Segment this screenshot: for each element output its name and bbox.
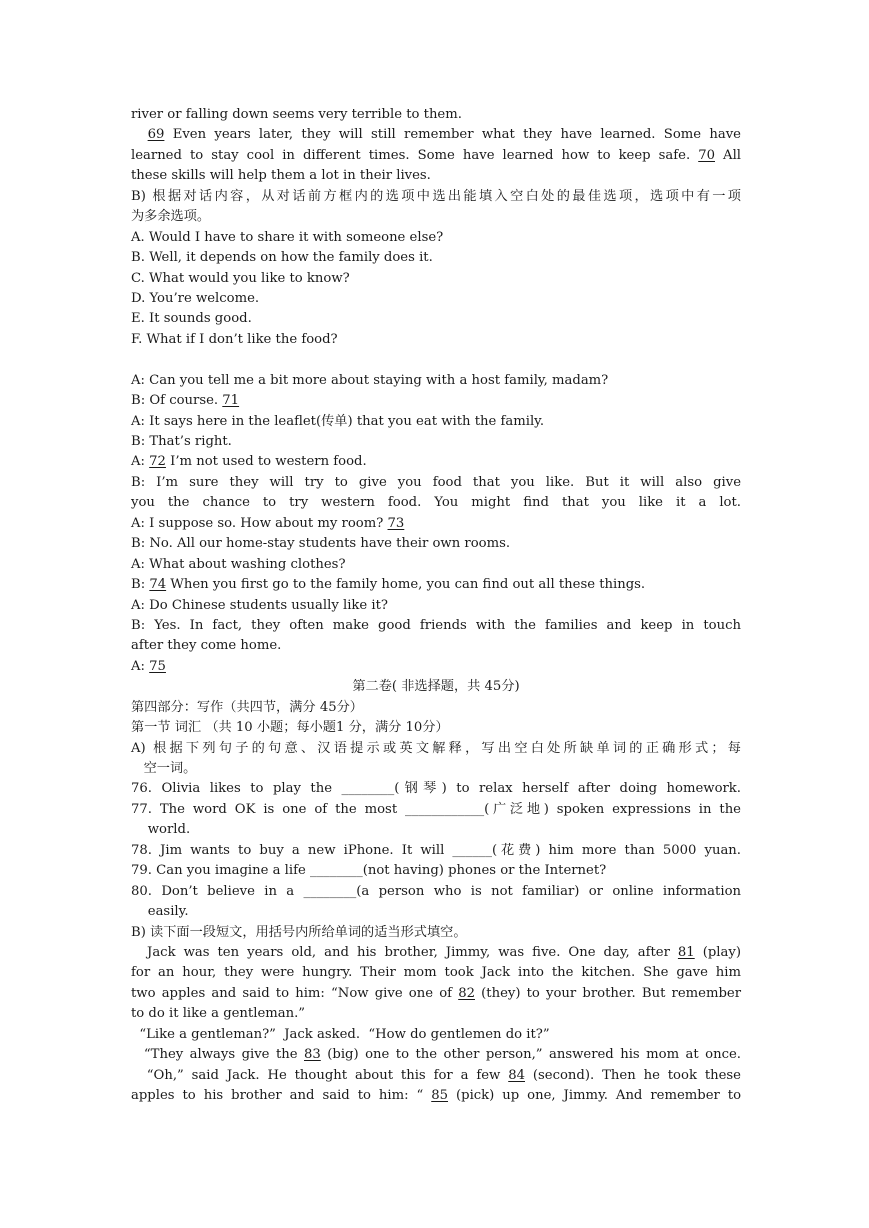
document-page xyxy=(131,105,741,1106)
text-line: D. You’re welcome. xyxy=(131,290,260,306)
blank-number: 70 xyxy=(698,147,715,163)
text-line: to do it like a gentleman.” xyxy=(131,1006,306,1022)
text-line: B) 根据对话内容，从对话前方框内的选项中选出能填入空白处的最佳选项，选项中有一项 xyxy=(131,188,741,204)
blank-number: 82 xyxy=(458,985,475,1001)
text-line: these skills will help them a lot in their lives. xyxy=(131,168,431,184)
text-line: C. What would you like to know? xyxy=(131,270,350,286)
text-line: B: 74 When you first go to the family home, you can find out all these things. xyxy=(131,577,646,593)
blank-number: 84 xyxy=(508,1067,525,1083)
blank-number: 73 xyxy=(387,515,405,531)
blank-number: 71 xyxy=(222,393,240,409)
text-line: 77. The word OK is one of the most ____________(广泛地) spoken expressions in the xyxy=(131,801,741,817)
text-line: E. It sounds good. xyxy=(131,311,252,327)
text-line: 79. Can you imagine a life ________(not having) phones or the Internet? xyxy=(131,863,607,879)
text-line: B. Well, it depends on how the family does it. xyxy=(131,250,433,266)
text-line: 80. Don’t believe in a ________(a person who is not familiar) or online information xyxy=(131,883,741,899)
blank-number: 75 xyxy=(149,658,166,674)
text-line: B: No. All our home-stay students have their own rooms. xyxy=(131,536,511,552)
blank-number: 81 xyxy=(677,944,695,960)
text-line: 第二卷( 非选择题，共 45分) xyxy=(352,679,520,695)
text-line: for an hour, they were hungry. Their mom took Jack into the kitchen. She gave him xyxy=(131,965,741,981)
text-line: B) 读下面一段短文，用括号内所给单词的适当形式填空。 xyxy=(131,924,467,940)
blank-number: 85 xyxy=(431,1088,449,1103)
blank-number: 74 xyxy=(149,577,167,593)
text-line: 第一节 词汇 （共 10 小题；每小题1 分，满分 10分） xyxy=(131,720,449,736)
text-line: A: It says here in the leaflet(传单) that you eat with the family. xyxy=(131,413,545,429)
text-line: 69 Even years later, they will still remember what they have learned. Some have xyxy=(147,127,741,143)
text-line: “They always give the 83 (big) one to the other person,” answered his mom at once. xyxy=(131,1047,741,1063)
text-line: learned to stay cool in different times. Some have learned how to keep safe. 70 All xyxy=(131,147,742,163)
text-line: A. Would I have to share it with someone else? xyxy=(131,229,444,245)
text-line: two apples and said to him: “Now give one of 82 (they) to your brother. But remember xyxy=(131,985,742,1001)
text-line: apples to his brother and said to him: “ 85 (pick) up one, Jimmy. And remember to xyxy=(131,1088,742,1103)
text-line: after they come home. xyxy=(131,638,282,654)
text-line: A: What about washing clothes? xyxy=(131,556,346,572)
text-line: river or falling down seems very terrible to them. xyxy=(131,107,462,122)
blank-number: 83 xyxy=(304,1047,321,1063)
blank-number: 69 xyxy=(147,127,165,143)
text-line: 空一词。 xyxy=(131,761,197,776)
text-line: A: 75 xyxy=(131,658,166,674)
text-line: you the chance to try western food. You might find that you like it a lot. xyxy=(131,495,741,511)
text-line: A) 根据下列句子的句意、汉语提示或英文解释，写出空白处所缺单词的正确形式；每 xyxy=(131,740,741,756)
text-line: A: Do Chinese students usually like it? xyxy=(131,597,388,613)
text-line: easily. xyxy=(131,904,189,920)
text-line: A: 72 I’m not used to western food. xyxy=(131,454,367,470)
text-line: B: That’s right. xyxy=(131,434,232,449)
text-line: B: I’m sure they will try to give you food that you like. But it will also give xyxy=(131,474,741,490)
text-line: A: I suppose so. How about my room? 73 xyxy=(131,515,405,531)
text-line: B: Of course. 71 xyxy=(131,393,240,409)
text-line: B: Yes. In fact, they often make good friends with the families and keep in touch xyxy=(131,617,741,633)
text-line: 76. Olivia likes to play the ________(钢琴) to relax herself after doing homework. xyxy=(131,781,741,797)
text-line: “Oh,” said Jack. He thought about this for a few 84 (second). Then he took these xyxy=(131,1067,741,1083)
text-line: 为多余选项。 xyxy=(131,209,211,225)
text-line: 第四部分：写作（共四节，满分 45分） xyxy=(131,699,363,715)
text-line: world. xyxy=(131,822,191,838)
text-line: A: Can you tell me a bit more about staying with a host family, madam? xyxy=(131,372,609,388)
text-line: Jack was ten years old, and his brother, Jimmy, was five. One day, after 81 (play) xyxy=(131,944,741,960)
text-line: F. What if I don’t like the food? xyxy=(131,331,338,347)
text-line: “Like a gentleman?” Jack asked. “How do gentlemen do it?” xyxy=(131,1026,550,1042)
text-line xyxy=(131,350,741,370)
text-line: 78. Jim wants to buy a new iPhone. It will ______(花费) him more than 5000 yuan. xyxy=(131,842,741,858)
blank-number: 72 xyxy=(149,454,166,470)
